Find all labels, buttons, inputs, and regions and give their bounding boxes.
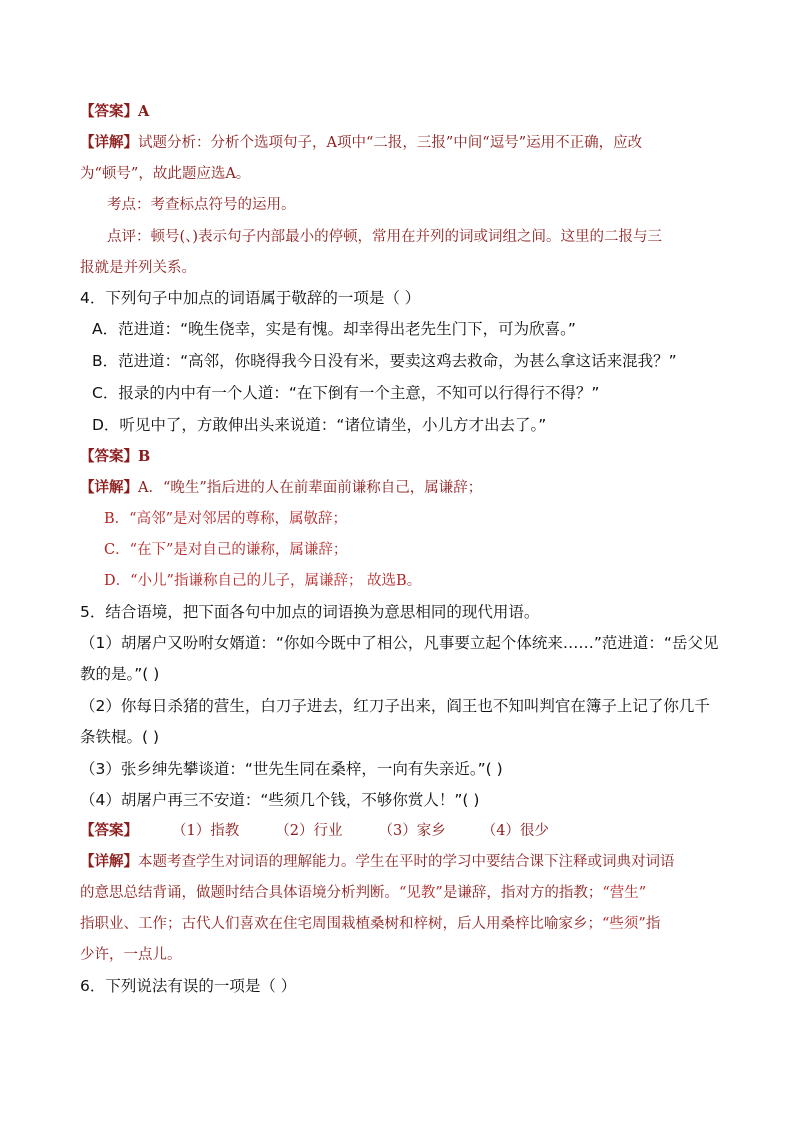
q5-sentence-4: （4）胡屠户再三不安道：“些须几个钱，不够你赏人！”( ) [80, 791, 480, 809]
q5-answer-line [80, 820, 549, 842]
q5-sentence-2-line-2: 条铁棍。( ) [80, 728, 160, 746]
answer-tag: 【答案】 [80, 448, 138, 465]
answer-4: （4）很少 [481, 823, 549, 839]
q4-detail-line-4: D．“小儿”指谦称自己的儿子，属谦辞； 故选B。 [104, 573, 422, 589]
q4-detail-line-1 [80, 477, 482, 499]
detail-tag: 【详解】 [80, 853, 138, 870]
q5-detail-line-1 [80, 851, 675, 873]
q5-sentence-1-line-2: 教的是。”( ) [80, 665, 160, 683]
detail-text: 试题分析：分析个选项句子，A项中“二报，三报”中间“逗号”运用不正确，应改 [138, 135, 643, 151]
q4-answer-line [80, 446, 150, 468]
answer-value: B [138, 448, 151, 465]
q4-stem: 4．下列句子中加点的词语属于敬辞的一项是（ ） [80, 289, 421, 307]
q4-option-b: B．范进道：“高邻，你晓得我今日没有米，要卖这鸡去救命，为甚么拿这话来混我？” [92, 352, 677, 370]
q5-detail-line-2 [80, 882, 646, 904]
q4-detail-line-2: B．“高邻”是对邻居的尊称，属敬辞； [104, 511, 347, 527]
detail-text: A．“晚生”指后进的人在前辈面前谦称自己，属谦辞； [138, 480, 483, 496]
q5-sentence-1-line-1: （1）胡屠户又吩咐女婿道：“你如今既中了相公，凡事要立起个体统来……”范进道：“岳父见 [80, 634, 719, 652]
q5-detail-line-3 [80, 913, 660, 935]
q5-detail-line-4: 少许，一点儿。 [80, 947, 182, 963]
answer-tag: 【答案】 [80, 822, 138, 839]
q5-stem: 5．结合语境，把下面各句中加点的词语换为意思相同的现代用语。 [80, 603, 540, 621]
detail-text: 是谦辞，指对方的指教； [442, 885, 603, 901]
prev-dianping-line-1: 点评：顿号(、)表示句子内部最小的停顿，常用在并列的词或词组之间。这里的二报与三 [107, 229, 663, 245]
answer-tag: 【答案】 [80, 103, 138, 120]
detail-tag: 【详解】 [80, 134, 138, 151]
q4-option-d: D．听见中了，方敢伸出头来说道：“诸位请坐，小儿方才出去了。” [92, 416, 547, 434]
keyword-yingsheng: “营生” [602, 885, 647, 901]
answer-3: （3）家乡 [378, 823, 446, 839]
keyword-xiexu: “些须” [602, 916, 646, 932]
q4-option-c: C．报录的内中有一个人道：“在下倒有一个主意，不知可以行得行不得？” [92, 384, 600, 402]
prev-detail-line-1 [80, 132, 642, 154]
detail-text: 指 [645, 916, 661, 932]
answer-2: （2）行业 [275, 823, 343, 839]
q5-sentence-3: （3）张乡绅先攀谈道：“世先生同在桑梓，一向有失亲近。”( ) [80, 760, 503, 778]
q4-option-a: A．范进道：“晚生侥幸，实是有愧。却幸得出老先生门下，可为欣喜。” [92, 320, 576, 338]
q5-sentence-2-line-1: （2）你每日杀猪的营生，白刀子进去，红刀子出来，阎王也不知叫判官在簿子上记了你几千 [80, 697, 710, 715]
q6-stem: 6．下列说法有误的一项是（ ） [80, 977, 297, 995]
prev-answer-line [80, 101, 149, 123]
keyword-jianjiao: “见教” [399, 885, 443, 901]
answer-value: A [138, 103, 150, 120]
prev-kaodian: 考点：考查标点符号的运用。 [107, 197, 296, 213]
prev-detail-line-2: 为“顿号”，故此题应选A。 [80, 166, 251, 182]
detail-text: 指职业、工作；古代人们喜欢在住宅周围栽植桑树和梓树，后人用桑梓比喻家乡； [80, 916, 602, 932]
prev-dianping-line-2: 报就是并列关系。 [80, 260, 196, 276]
q4-detail-line-3: C．“在下”是对自己的谦称，属谦辞； [104, 542, 348, 558]
detail-tag: 【详解】 [80, 479, 138, 496]
detail-text: 本题考查学生对词语的理解能力。学生在平时的学习中要结合课下注释或词典对词语 [138, 854, 675, 870]
answer-1: （1）指教 [172, 823, 240, 839]
detail-text: 的意思总结背诵，做题时结合具体语境分析判断。 [80, 885, 399, 901]
